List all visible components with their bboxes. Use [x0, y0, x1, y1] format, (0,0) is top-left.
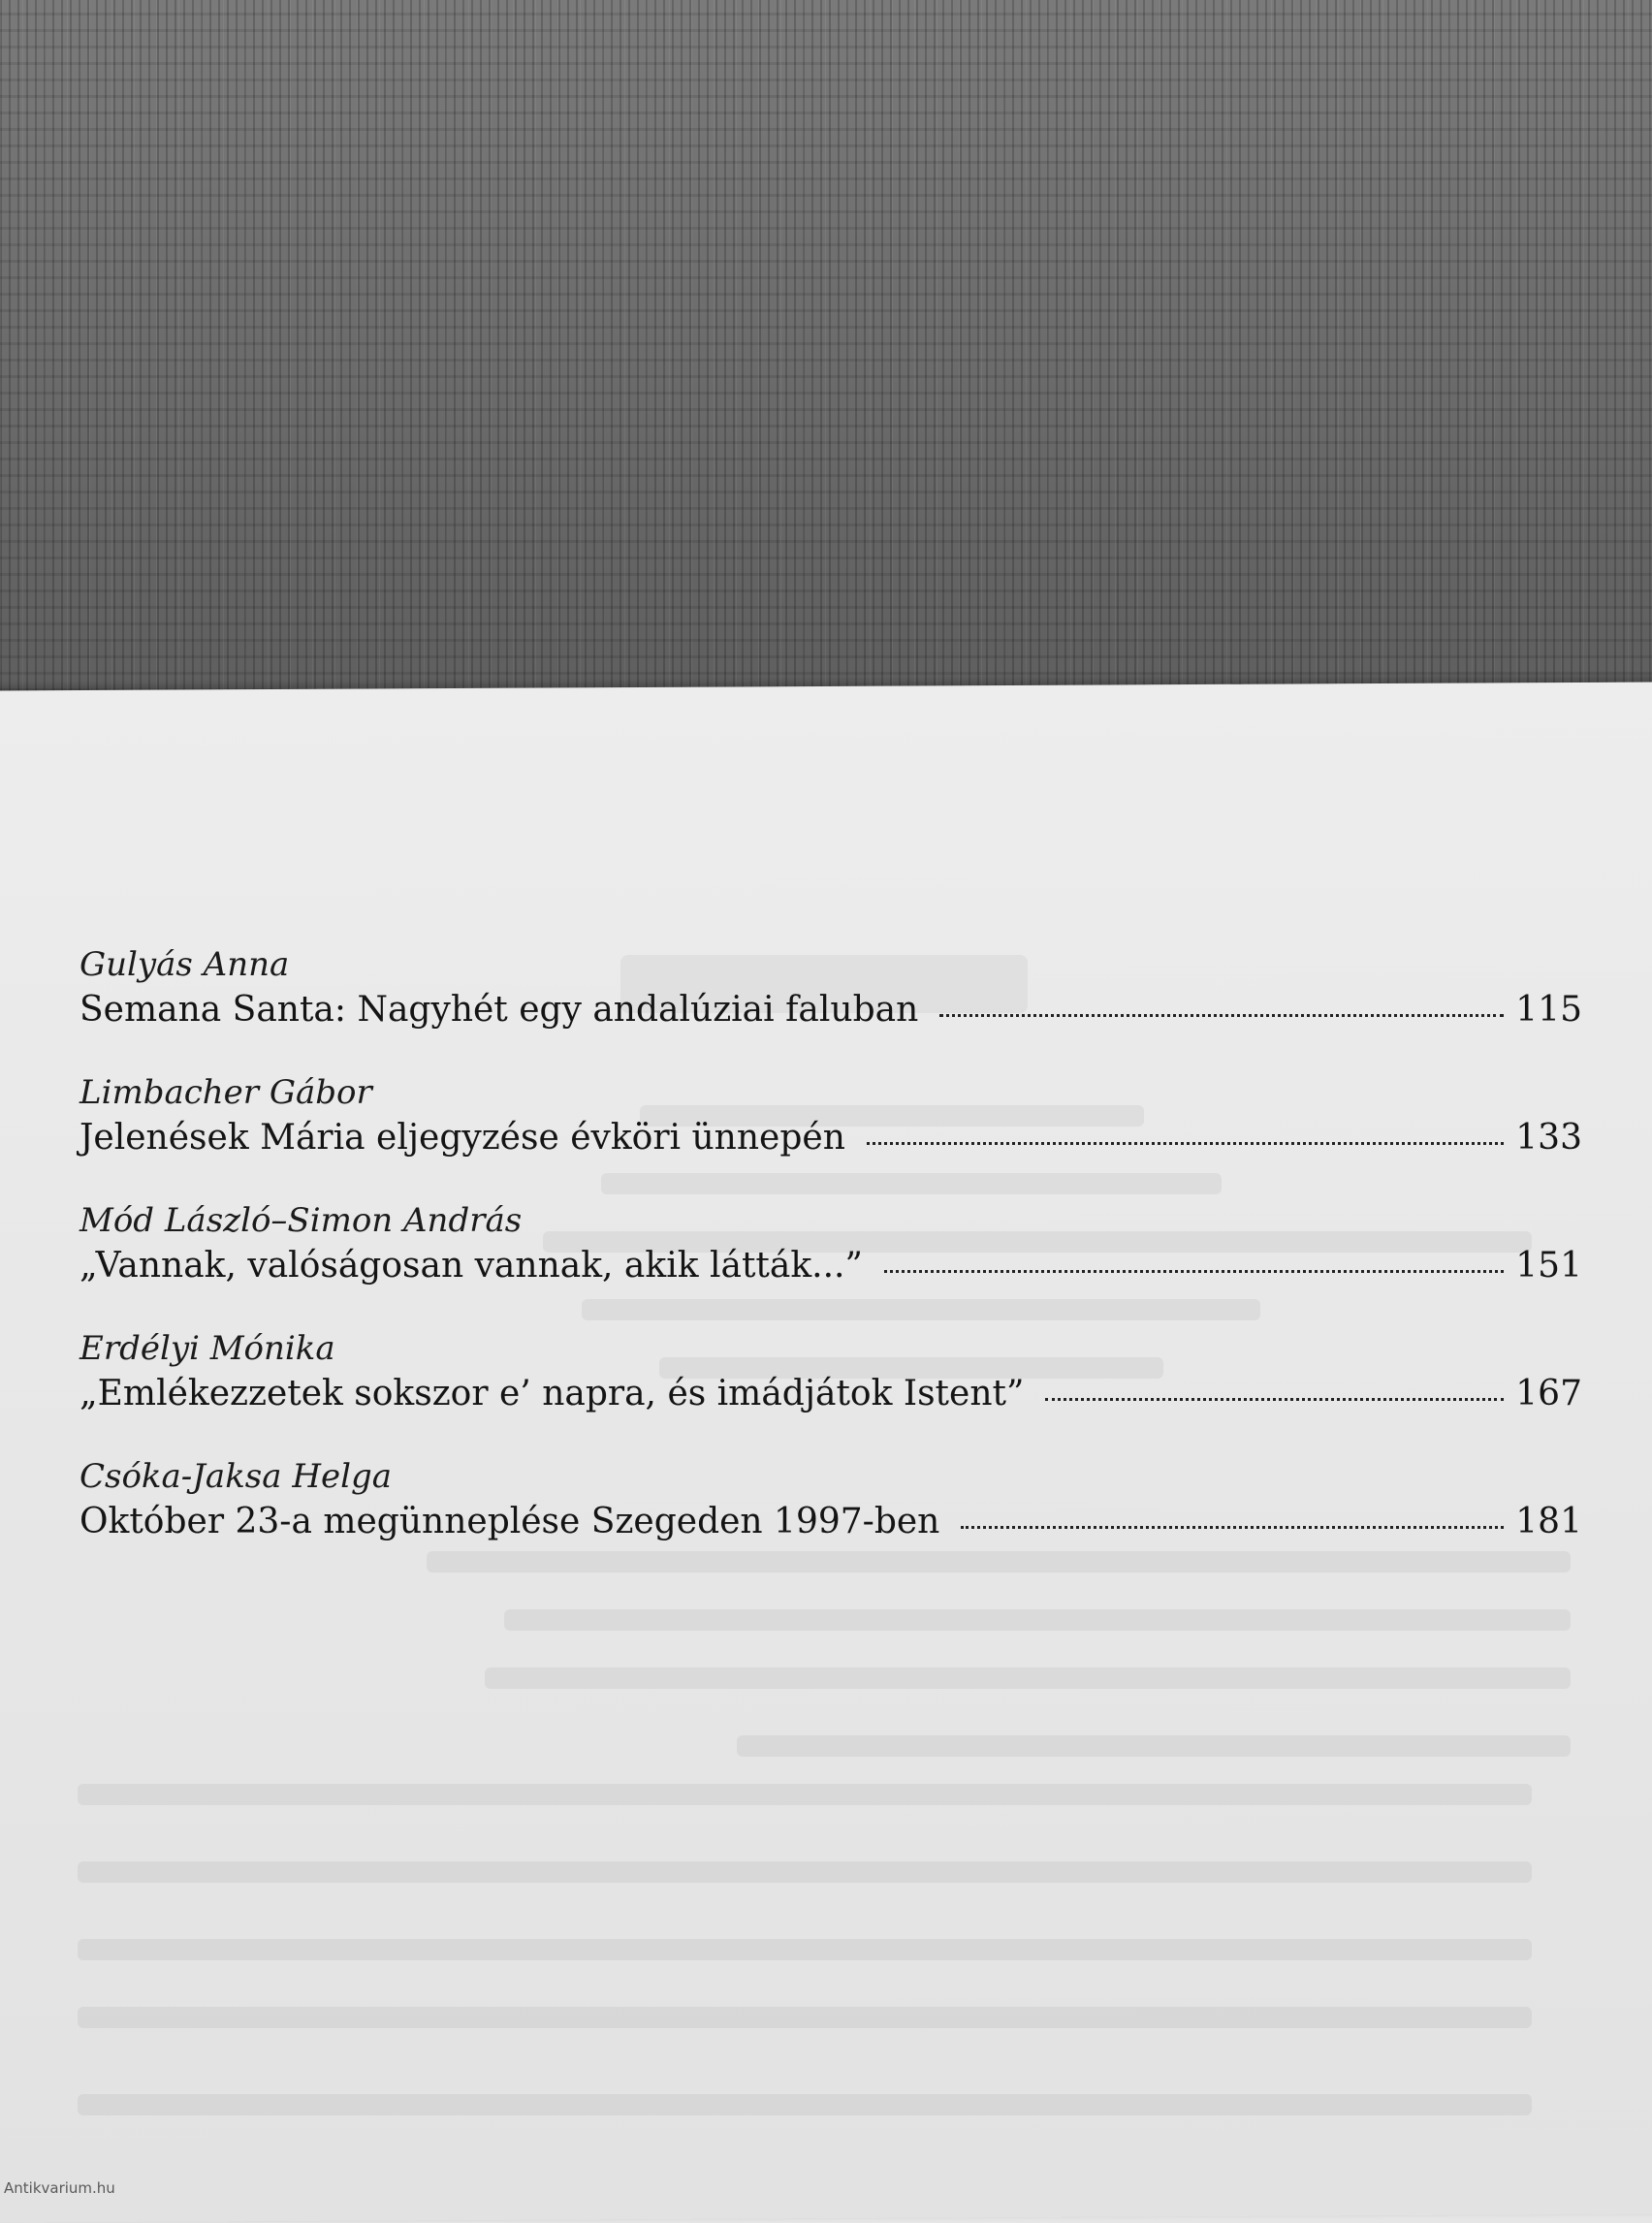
dot-leader: [1045, 1398, 1504, 1401]
watermark-text: Antikvarium.hu: [4, 2179, 115, 2197]
entry-page-number: 167: [1515, 1374, 1582, 1413]
entry-line: [79, 1118, 1582, 1158]
entry-title: „Vannak, valóságosan vannak, akik látták...”: [79, 1246, 863, 1286]
dot-leader: [884, 1270, 1504, 1273]
table-of-contents: [79, 945, 1582, 1585]
dot-leader: [939, 1014, 1504, 1017]
entry-author: Limbacher Gábor: [79, 1073, 372, 1112]
dot-leader: [867, 1142, 1504, 1145]
toc-entry: [79, 1073, 1582, 1201]
entry-title: Október 23-a megünneplése Szegeden 1997-ben: [79, 1502, 940, 1541]
entry-author: Gulyás Anna: [79, 945, 290, 984]
toc-entry: [79, 1201, 1582, 1329]
toc-entry: [79, 945, 1582, 1073]
toc-entry: [79, 1457, 1582, 1585]
toc-entry: [79, 1329, 1582, 1457]
entry-page-number: 115: [1515, 990, 1582, 1030]
entry-author: Csóka-Jaksa Helga: [79, 1457, 393, 1496]
entry-title: „Emlékezzetek sokszor e’ napra, és imádjátok Istent”: [79, 1374, 1025, 1413]
entry-line: [79, 1374, 1582, 1413]
entry-line: [79, 990, 1582, 1030]
table-surface-background: [0, 0, 1652, 708]
entry-line: [79, 1502, 1582, 1541]
entry-page-number: 151: [1515, 1246, 1582, 1286]
dot-leader: [961, 1526, 1504, 1529]
entry-page-number: 181: [1515, 1502, 1582, 1541]
entry-title: Jelenések Mária eljegyzése évköri ünnepén: [79, 1118, 845, 1158]
entry-author: Erdélyi Mónika: [79, 1329, 335, 1368]
entry-title: Semana Santa: Nagyhét egy andalúziai faluban: [79, 990, 919, 1030]
entry-line: [79, 1246, 1582, 1286]
entry-author: Mód László–Simon András: [79, 1201, 523, 1240]
entry-page-number: 133: [1515, 1118, 1582, 1158]
